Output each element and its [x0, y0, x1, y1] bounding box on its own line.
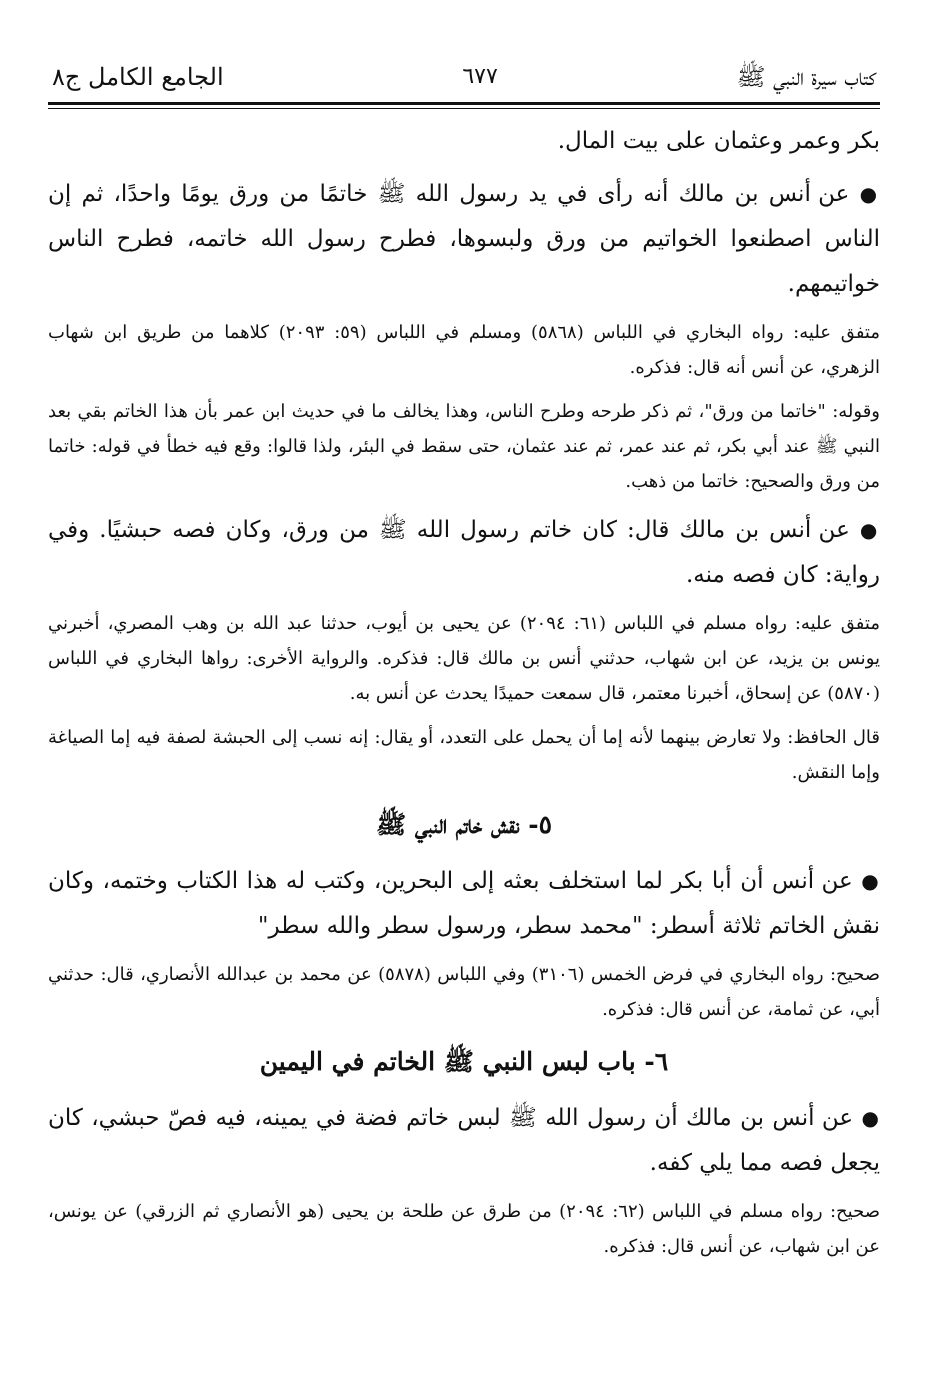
commentary-note: وقوله: "خاتما من ورق"، ثم ذكر طرحه وطرح الناس، وهذا يخالف ما في حديث ابن عمر بأن هذا الخاتم بقي بعد النبي ﷺ عند أبي بكر، ثم عند عمر، ثم عند عثمان، حتى سقط في البئر، ولذا قالوا: وقع فيه خطأ في قوله: خاتما من ورق والصحيح: خاتما من ذهب. — [48, 401, 880, 492]
hadith-body: عن أنس بن مالك أنه رأى في يد رسول الله ﷺ خاتمًا من ورق يومًا واحدًا، ثم إن الناس اصطنعوا الخواتيم من ورق ولبسوها، فطرح رسول الله خاتمه، فطرح الناس خواتيمهم. — [48, 181, 880, 297]
hadith-text — [48, 508, 880, 598]
takhrij-note: متفق عليه: رواه البخاري في اللباس (٥٨٦٨) ومسلم في اللباس (٥٩: ٢٠٩٣) كلاهما من طريق ابن شهاب الزهري، عن أنس أنه قال: فذكره. — [48, 322, 880, 378]
hadith-continuation: بكر وعمر وعثمان على بيت المال. — [557, 128, 880, 154]
takhrij-note: متفق عليه: رواه مسلم في اللباس (٦١: ٢٠٩٤) عن يحيى بن أيوب، حدثنا عبد الله بن وهب المصري، أخبرني يونس بن يزيد، عن ابن شهاب، حدثني أنس بن مالك قال: فذكره. والرواية الأخرى: رواها البخاري في اللباس (٥٨٧٠) عن إسحاق، أخبرنا معتمر، قال سمعت حميدًا يحدث عن أنس به. — [48, 613, 880, 704]
header-collection: الجامع الكامل ج٨ — [52, 63, 224, 91]
header-rule-thin — [48, 108, 880, 109]
hadith-text — [48, 859, 880, 949]
page-body — [48, 119, 880, 1264]
hadith-body: عن أنس أن أبا بكر لما استخلف بعثه إلى البحرين، وكتب له هذا الكتاب وختمه، وكان نقش الخاتم ثلاثة أسطر: "محمد سطر، ورسول سطر والله سطر" — [48, 868, 880, 939]
hadith-text — [48, 1096, 880, 1186]
book-page — [48, 58, 880, 1273]
hadith-body: عن أنس بن مالك أن رسول الله ﷺ لبس خاتم فضة في يمينه، فيه فصّ حبشي، كان يجعل فصه مما يلي كفه. — [48, 1105, 880, 1176]
bullet-icon: ● — [859, 518, 880, 542]
section-heading-6: ٦- باب لبس النبي ﷺ الخاتم في اليمين — [259, 1047, 669, 1076]
hadith-body: عن أنس بن مالك قال: كان خاتم رسول الله ﷺ من ورق، وكان فصه حبشيًا. وفي رواية: كان فصه منه. — [48, 517, 880, 588]
hadith-text — [48, 172, 880, 307]
section-heading-5: ٥- نقش خاتم النبي ﷺ — [375, 810, 553, 839]
header-book-title: كتاب سيرة النبي ﷺ — [736, 63, 876, 91]
takhrij-note: صحيح: رواه مسلم في اللباس (٦٢: ٢٠٩٤) من طرق عن طلحة بن يحيى (هو الأنصاري ثم الزرقي) عن يونس، عن ابن شهاب، عن أنس قال: فذكره. — [48, 1201, 880, 1257]
takhrij-note: صحيح: رواه البخاري في فرض الخمس (٣١٠٦) وفي اللباس (٥٨٧٨) عن محمد بن عبدالله الأنصاري، قال: حدثني أبي، عن ثمامة، عن أنس قال: فذكره. — [48, 964, 880, 1020]
commentary-note: قال الحافظ: ولا تعارض بينهما لأنه إما أن يحمل على التعدد، أو يقال: إنه نسب إلى الحبشة لصفة فيه إما الصياغة وإما النقش. — [48, 727, 880, 783]
page-number: ٦٧٧ — [462, 64, 498, 89]
bullet-icon: ● — [859, 182, 880, 206]
header-rule-thick — [48, 102, 880, 105]
bullet-icon: ● — [861, 869, 881, 893]
bullet-icon: ● — [861, 1106, 880, 1130]
running-header — [48, 58, 880, 94]
